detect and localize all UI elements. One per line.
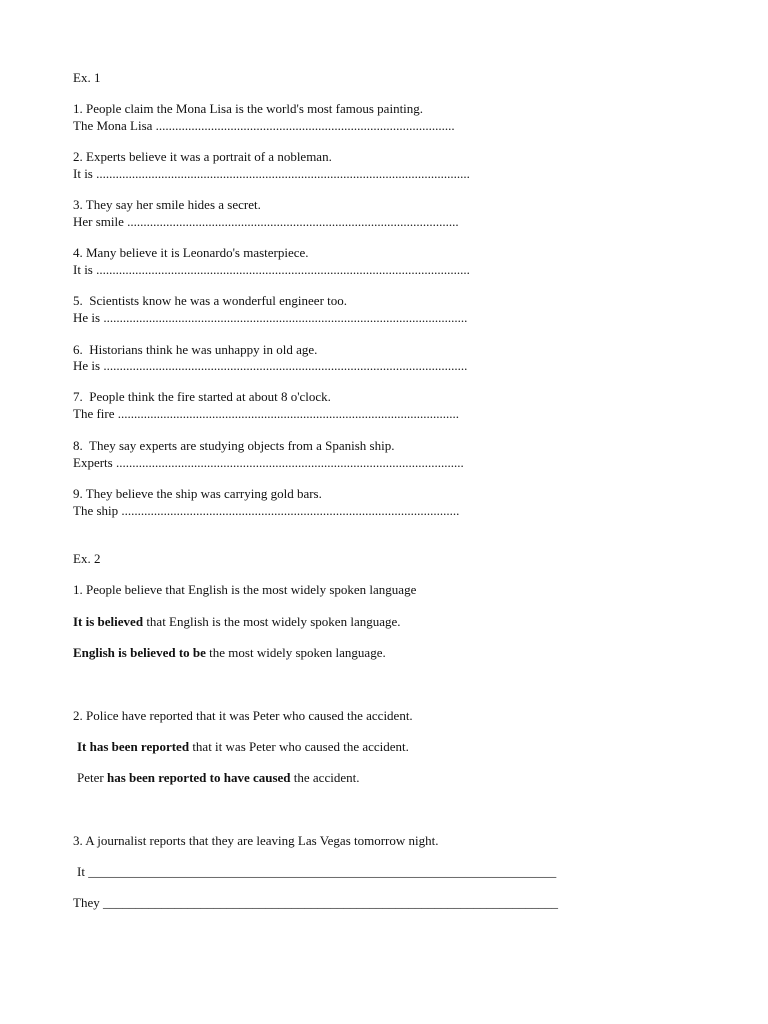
ex1-item-4-prompt: 4. Many believe it is Leonardo's masterpiece.: [73, 245, 309, 260]
ex2-q1-answer-1-rest: that English is the most widely spoken language.: [143, 614, 401, 629]
ex1-item-9-prompt: 9. They believe the ship was carrying gold bars.: [73, 486, 322, 501]
ex2-q2-answer-2-pre: Peter: [77, 770, 107, 785]
ex2-q2-answer-1-bold: It has been reported: [77, 739, 190, 754]
ex1-item-3-answer: Her smile ......................................................................................................: [73, 214, 459, 229]
ex2-q2-prompt: 2. Police have reported that it was Peter who caused the accident.: [73, 708, 413, 723]
ex1-item-2-prompt: 2. Experts believe it was a portrait of a nobleman.: [73, 149, 332, 164]
ex1-heading: Ex. 1: [73, 70, 101, 85]
ex1-item-7-answer: The fire .........................................................................................................: [73, 406, 460, 421]
ex2-q3-answer-2: They ______________________________________________________________________: [73, 895, 558, 910]
ex2-q1-prompt: 1. People believe that English is the most widely spoken language: [73, 582, 417, 597]
ex2-q2-answer-2-rest: the accident.: [290, 770, 360, 785]
ex1-item-1-answer: The Mona Lisa ............................................................................................: [73, 118, 455, 133]
ex2-q1-answer-2-bold: English is believed to be: [73, 645, 206, 660]
ex1-item-5-answer: He is ................................................................................................................: [73, 310, 468, 325]
ex2-q1-answer-1-bold: It is believed: [73, 614, 144, 629]
ex1-item-7-prompt: 7. People think the fire started at about 8 o'clock.: [73, 389, 331, 404]
ex2-q2-answer-2: [77, 770, 359, 786]
ex1-item-5-prompt: 5. Scientists know he was a wonderful engineer too.: [73, 293, 348, 308]
ex1-item-8-answer: Experts ...........................................................................................................: [73, 455, 464, 470]
ex1-item-2-answer: It is ...................................................................................................................: [73, 166, 470, 181]
ex1-item-4-answer: It is ...................................................................................................................: [73, 262, 470, 277]
ex2-heading: Ex. 2: [73, 551, 101, 566]
ex1-item-6-answer: He is ................................................................................................................: [73, 358, 468, 373]
ex2-q2-answer-1: [77, 739, 409, 755]
ex2-q1-answer-2: [73, 645, 386, 661]
ex1-item-1-prompt: 1. People claim the Mona Lisa is the world's most famous painting.: [73, 101, 424, 116]
ex2-q1-answer-1: [73, 614, 401, 630]
ex2-q1-answer-2-rest: the most widely spoken language.: [205, 645, 386, 660]
ex1-item-6-prompt: 6. Historians think he was unhappy in old age.: [73, 342, 318, 357]
ex2-q2-answer-2-bold: has been reported to have caused: [106, 770, 291, 785]
ex2-q3-answer-1: It ________________________________________________________________________: [77, 864, 557, 879]
ex1-item-8-prompt: 8. They say experts are studying objects from a Spanish ship.: [73, 438, 395, 453]
ex1-item-3-prompt: 3. They say her smile hides a secret.: [73, 197, 261, 212]
ex1-item-9-answer: The ship ........................................................................................................: [73, 503, 460, 518]
ex2-q2-answer-1-rest: that it was Peter who caused the accident.: [189, 739, 409, 754]
ex2-q3-prompt: 3. A journalist reports that they are leaving Las Vegas tomorrow night.: [73, 833, 439, 848]
